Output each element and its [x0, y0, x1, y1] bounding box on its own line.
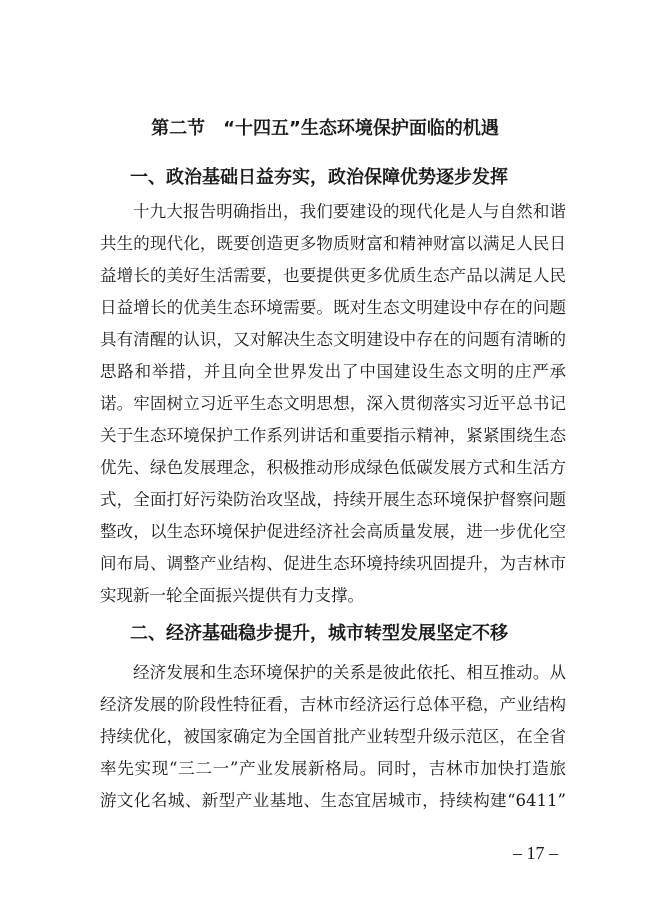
text-line: 共生的现代化，既要创造更多物质财富和精神财富以满足人民日: [100, 234, 566, 253]
text-line: 益增长的美好生活需要，也要提供更多优质生态产品以满足人民: [100, 266, 566, 285]
text-line: 整改，以生态环境保护促进经济社会高质量发展，进一步优化空: [100, 522, 566, 541]
text-line: 经济发展和生态环境保护的关系是彼此依托、相互推动。从: [133, 663, 566, 682]
text-line: 诺。牢固树立习近平生态文明思想，深入贯彻落实习近平总书记: [100, 394, 566, 413]
text-line: 优先、绿色发展理念，积极推动形成绿色低碳发展方式和生活方: [100, 458, 566, 477]
text-line: 日益增长的优美生态环境需要。既对生态文明建设中存在的问题: [100, 298, 566, 317]
text-line: 具有清醒的认识，又对解决生态文明建设中存在的问题有清晰的: [100, 330, 566, 349]
text-line: 实现新一轮全面振兴提供有力支撑。: [100, 586, 364, 605]
paragraph-2: [100, 657, 566, 817]
text-line: 游文化名城、新型产业基地、生态宜居城市，持续构建“6411”: [100, 791, 566, 810]
page-number: – 17 –: [513, 843, 558, 863]
text-line: 经济发展的阶段性特征看，吉林市经济运行总体平稳，产业结构: [100, 695, 566, 714]
text-line: 十九大报告明确指出，我们要建设的现代化是人与自然和谐: [133, 202, 566, 221]
text-line: 思路和举措，并且向全世界发出了中国建设生态文明的庄严承: [100, 362, 566, 381]
heading-2: 二、经济基础稳步提升，城市转型发展坚定不移: [130, 623, 508, 644]
section-title: 第二节 “十四五”生态环境保护面临的机遇: [151, 118, 499, 139]
text-line: 持续优化，被国家确定为全国首批产业转型升级示范区，在全省: [100, 727, 566, 746]
text-line: 率先实现“三二一”产业发展新格局。同时，吉林市加快打造旅: [100, 759, 566, 778]
heading-1: 一、政治基础日益夯实，政治保障优势逐步发挥: [130, 167, 508, 188]
text-line: 间布局、调整产业结构、促进生态环境持续巩固提升，为吉林市: [100, 554, 566, 573]
text-line: 关于生态环境保护工作系列讲话和重要指示精神，紧紧围绕生态: [100, 426, 566, 445]
text-line: 式，全面打好污染防治攻坚战，持续开展生态环境保护督察问题: [100, 490, 566, 509]
paragraph-1: [100, 196, 566, 612]
